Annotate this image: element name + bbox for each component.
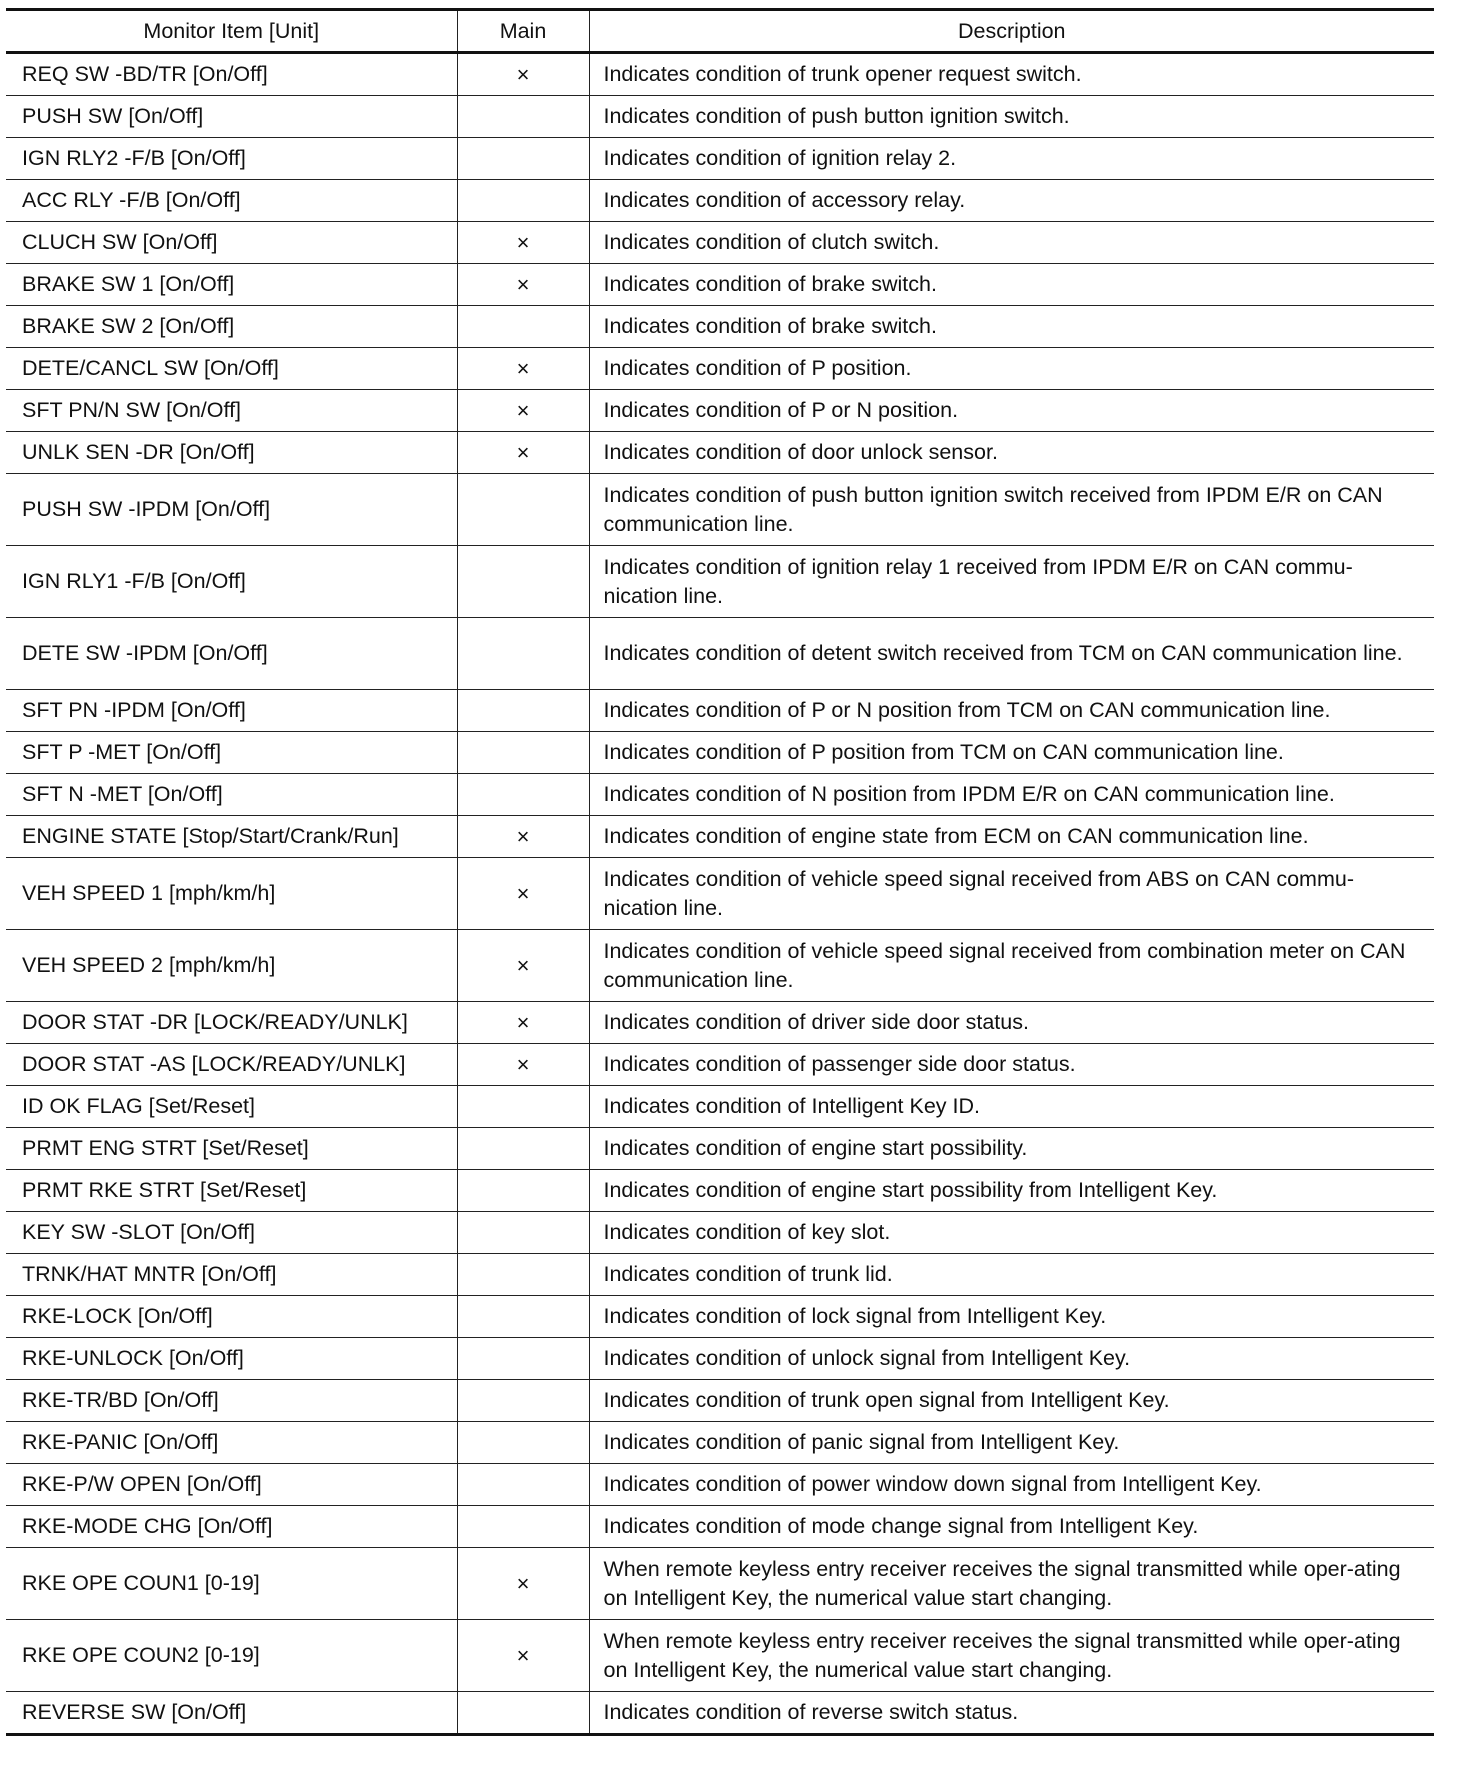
monitor-item-cell: ENGINE STATE [Stop/Start/Crank/Run] — [6, 816, 457, 858]
description-cell: Indicates condition of door unlock sensor. — [589, 432, 1434, 474]
description-cell: Indicates condition of driver side door status. — [589, 1002, 1434, 1044]
monitor-item-cell: PUSH SW -IPDM [On/Off] — [6, 474, 457, 546]
table-row — [6, 474, 1434, 546]
header-main: Main — [457, 10, 589, 53]
main-mark-cell — [457, 306, 589, 348]
main-mark-cell — [457, 138, 589, 180]
monitor-item-cell: RKE-UNLOCK [On/Off] — [6, 1338, 457, 1380]
table-row — [6, 1044, 1434, 1086]
main-mark-cell: × — [457, 53, 589, 96]
monitor-item-cell: REVERSE SW [On/Off] — [6, 1692, 457, 1735]
description-cell: Indicates condition of lock signal from Intelligent Key. — [589, 1296, 1434, 1338]
description-cell: Indicates condition of vehicle speed signal received from combination meter on CAN communication line. — [589, 930, 1434, 1002]
table-row — [6, 1128, 1434, 1170]
monitor-item-cell: SFT PN/N SW [On/Off] — [6, 390, 457, 432]
main-mark-cell: × — [457, 222, 589, 264]
table-row — [6, 1086, 1434, 1128]
table-row — [6, 1212, 1434, 1254]
main-mark-cell — [457, 1170, 589, 1212]
document-page — [6, 8, 1434, 1736]
description-cell: Indicates condition of vehicle speed signal received from ABS on CAN commu-nication line. — [589, 858, 1434, 930]
table-row — [6, 432, 1434, 474]
description-cell: Indicates condition of P or N position from TCM on CAN communication line. — [589, 690, 1434, 732]
monitor-item-cell: PRMT RKE STRT [Set/Reset] — [6, 1170, 457, 1212]
description-cell: Indicates condition of brake switch. — [589, 306, 1434, 348]
table-body — [6, 53, 1434, 1735]
monitor-item-cell: KEY SW -SLOT [On/Off] — [6, 1212, 457, 1254]
table-row — [6, 1548, 1434, 1620]
monitor-item-cell: DETE/CANCL SW [On/Off] — [6, 348, 457, 390]
main-mark-cell — [457, 546, 589, 618]
description-cell: Indicates condition of push button ignition switch. — [589, 96, 1434, 138]
description-cell: Indicates condition of power window down signal from Intelligent Key. — [589, 1464, 1434, 1506]
main-mark-cell — [457, 180, 589, 222]
table-row — [6, 1380, 1434, 1422]
monitor-item-cell: PUSH SW [On/Off] — [6, 96, 457, 138]
description-cell: Indicates condition of unlock signal from Intelligent Key. — [589, 1338, 1434, 1380]
monitor-item-cell: BRAKE SW 2 [On/Off] — [6, 306, 457, 348]
description-cell: Indicates condition of key slot. — [589, 1212, 1434, 1254]
description-cell: Indicates condition of push button ignition switch received from IPDM E/R on CAN communication line. — [589, 474, 1434, 546]
monitor-item-cell: RKE-LOCK [On/Off] — [6, 1296, 457, 1338]
table-row — [6, 306, 1434, 348]
header-monitor-item: Monitor Item [Unit] — [6, 10, 457, 53]
main-mark-cell: × — [457, 858, 589, 930]
main-mark-cell: × — [457, 390, 589, 432]
description-cell: Indicates condition of engine start possibility from Intelligent Key. — [589, 1170, 1434, 1212]
main-mark-cell: × — [457, 1002, 589, 1044]
table-row — [6, 618, 1434, 690]
table-row — [6, 390, 1434, 432]
table-row — [6, 546, 1434, 618]
description-cell: Indicates condition of P or N position. — [589, 390, 1434, 432]
table-row — [6, 774, 1434, 816]
monitor-item-cell: RKE OPE COUN2 [0-19] — [6, 1620, 457, 1692]
monitor-item-cell: ACC RLY -F/B [On/Off] — [6, 180, 457, 222]
monitor-item-cell: ID OK FLAG [Set/Reset] — [6, 1086, 457, 1128]
table-row — [6, 858, 1434, 930]
description-cell: Indicates condition of brake switch. — [589, 264, 1434, 306]
monitor-item-cell: TRNK/HAT MNTR [On/Off] — [6, 1254, 457, 1296]
main-mark-cell — [457, 1128, 589, 1170]
main-mark-cell — [457, 96, 589, 138]
monitor-item-cell: PRMT ENG STRT [Set/Reset] — [6, 1128, 457, 1170]
description-cell: Indicates condition of panic signal from Intelligent Key. — [589, 1422, 1434, 1464]
main-mark-cell — [457, 1212, 589, 1254]
main-mark-cell — [457, 1086, 589, 1128]
table-row — [6, 1338, 1434, 1380]
monitor-item-cell: IGN RLY1 -F/B [On/Off] — [6, 546, 457, 618]
description-cell: Indicates condition of engine state from ECM on CAN communication line. — [589, 816, 1434, 858]
table-row — [6, 816, 1434, 858]
description-cell: Indicates condition of engine start possibility. — [589, 1128, 1434, 1170]
main-mark-cell — [457, 732, 589, 774]
monitor-item-cell: REQ SW -BD/TR [On/Off] — [6, 53, 457, 96]
table-header-row — [6, 10, 1434, 53]
monitor-item-cell: DETE SW -IPDM [On/Off] — [6, 618, 457, 690]
table-row — [6, 1422, 1434, 1464]
main-mark-cell — [457, 1692, 589, 1735]
monitor-item-cell: SFT P -MET [On/Off] — [6, 732, 457, 774]
description-cell: Indicates condition of N position from IPDM E/R on CAN communication line. — [589, 774, 1434, 816]
table-row — [6, 1620, 1434, 1692]
table-row — [6, 732, 1434, 774]
table-row — [6, 1296, 1434, 1338]
description-cell: When remote keyless entry receiver receives the signal transmitted while oper-ating on Intelligent Key, the numerical value start changing. — [589, 1620, 1434, 1692]
main-mark-cell: × — [457, 1044, 589, 1086]
description-cell: Indicates condition of mode change signal from Intelligent Key. — [589, 1506, 1434, 1548]
description-cell: Indicates condition of trunk lid. — [589, 1254, 1434, 1296]
monitor-item-cell: RKE-MODE CHG [On/Off] — [6, 1506, 457, 1548]
main-mark-cell — [457, 1464, 589, 1506]
monitor-item-cell: RKE OPE COUN1 [0-19] — [6, 1548, 457, 1620]
main-mark-cell — [457, 474, 589, 546]
description-cell: Indicates condition of passenger side door status. — [589, 1044, 1434, 1086]
monitor-item-cell: VEH SPEED 2 [mph/km/h] — [6, 930, 457, 1002]
main-mark-cell — [457, 618, 589, 690]
description-cell: Indicates condition of trunk opener request switch. — [589, 53, 1434, 96]
monitor-item-cell: IGN RLY2 -F/B [On/Off] — [6, 138, 457, 180]
main-mark-cell: × — [457, 1620, 589, 1692]
main-mark-cell — [457, 1506, 589, 1548]
description-cell: Indicates condition of clutch switch. — [589, 222, 1434, 264]
description-cell: Indicates condition of detent switch received from TCM on CAN communication line. — [589, 618, 1434, 690]
main-mark-cell — [457, 1254, 589, 1296]
monitor-item-table — [6, 8, 1434, 1736]
table-row — [6, 1002, 1434, 1044]
main-mark-cell — [457, 774, 589, 816]
main-mark-cell: × — [457, 930, 589, 1002]
table-row — [6, 1254, 1434, 1296]
monitor-item-cell: BRAKE SW 1 [On/Off] — [6, 264, 457, 306]
table-row — [6, 348, 1434, 390]
description-cell: Indicates condition of ignition relay 2. — [589, 138, 1434, 180]
main-mark-cell: × — [457, 264, 589, 306]
monitor-item-cell: UNLK SEN -DR [On/Off] — [6, 432, 457, 474]
table-row — [6, 1464, 1434, 1506]
monitor-item-cell: DOOR STAT -DR [LOCK/READY/UNLK] — [6, 1002, 457, 1044]
description-cell: Indicates condition of trunk open signal from Intelligent Key. — [589, 1380, 1434, 1422]
monitor-item-cell: RKE-TR/BD [On/Off] — [6, 1380, 457, 1422]
monitor-item-cell: DOOR STAT -AS [LOCK/READY/UNLK] — [6, 1044, 457, 1086]
header-description: Description — [589, 10, 1434, 53]
description-cell: Indicates condition of P position. — [589, 348, 1434, 390]
monitor-item-cell: VEH SPEED 1 [mph/km/h] — [6, 858, 457, 930]
description-cell: When remote keyless entry receiver receives the signal transmitted while oper-ating on Intelligent Key, the numerical value start changing. — [589, 1548, 1434, 1620]
monitor-item-cell: SFT PN -IPDM [On/Off] — [6, 690, 457, 732]
main-mark-cell — [457, 690, 589, 732]
table-row — [6, 180, 1434, 222]
table-row — [6, 53, 1434, 96]
table-row — [6, 96, 1434, 138]
main-mark-cell — [457, 1338, 589, 1380]
table-row — [6, 264, 1434, 306]
main-mark-cell: × — [457, 432, 589, 474]
description-cell: Indicates condition of Intelligent Key ID. — [589, 1086, 1434, 1128]
monitor-item-cell: RKE-PANIC [On/Off] — [6, 1422, 457, 1464]
table-row — [6, 690, 1434, 732]
main-mark-cell — [457, 1422, 589, 1464]
main-mark-cell — [457, 1296, 589, 1338]
monitor-item-cell: SFT N -MET [On/Off] — [6, 774, 457, 816]
description-cell: Indicates condition of P position from TCM on CAN communication line. — [589, 732, 1434, 774]
description-cell: Indicates condition of reverse switch status. — [589, 1692, 1434, 1735]
main-mark-cell: × — [457, 1548, 589, 1620]
description-cell: Indicates condition of ignition relay 1 received from IPDM E/R on CAN commu-nication line. — [589, 546, 1434, 618]
monitor-item-cell: RKE-P/W OPEN [On/Off] — [6, 1464, 457, 1506]
monitor-item-cell: CLUCH SW [On/Off] — [6, 222, 457, 264]
main-mark-cell: × — [457, 816, 589, 858]
main-mark-cell: × — [457, 348, 589, 390]
table-row — [6, 138, 1434, 180]
main-mark-cell — [457, 1380, 589, 1422]
table-row — [6, 1506, 1434, 1548]
table-row — [6, 1692, 1434, 1735]
table-row — [6, 1170, 1434, 1212]
description-cell: Indicates condition of accessory relay. — [589, 180, 1434, 222]
table-row — [6, 222, 1434, 264]
table-row — [6, 930, 1434, 1002]
